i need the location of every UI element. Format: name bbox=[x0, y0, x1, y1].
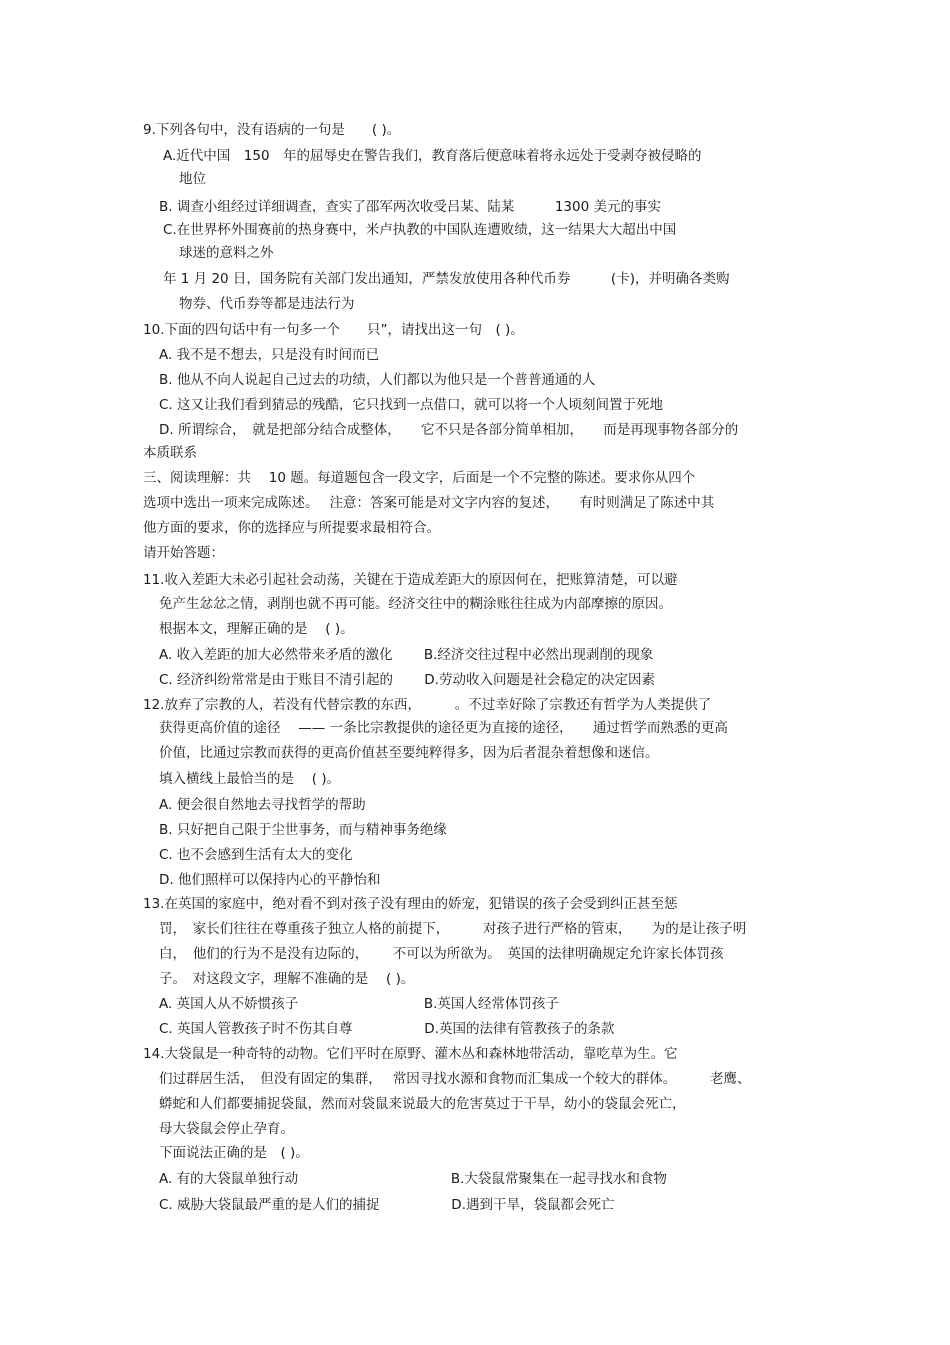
q12-option-d: D. 他们照样可以保持内心的平静怡和 bbox=[159, 872, 381, 888]
q10-option-b: B. 他从不向人说起自己过去的功绩，人们都以为他只是一个普普通通的人 bbox=[159, 372, 596, 388]
section-3-heading: 三、阅读理解：共 10 题。每道题包含一段文字，后面是一个不完整的陈述。要求你从四个 bbox=[143, 470, 696, 486]
q9-option-b: B. 调查小组经过详细调查，查实了邵军两次收受吕某、陆某 1300 美元的事实 bbox=[159, 199, 661, 215]
section-3-instructions-1: 选项中选出一项来完成陈述。 注意：答案可能是对文字内容的复述， 有时则满足了陈述中其 bbox=[143, 495, 715, 511]
question-11-prompt: 根据本文，理解正确的是 ( )。 bbox=[159, 621, 354, 637]
question-12-stem-cont-1: 获得更高价值的途径 —— 一条比宗教提供的途径更为直接的途径， 通过哲学而熟悉的更高 bbox=[159, 720, 728, 736]
question-12-stem: 12.放弃了宗教的人，若没有代替宗教的东西， 。不过幸好除了宗教还有哲学为人类提供了 bbox=[143, 697, 712, 713]
q9-option-d-cont: 物券、代币券等都是违法行为 bbox=[179, 296, 355, 312]
q9-option-a: A.近代中国 150 年的屈辱史在警告我们，教育落后便意味着将永远处于受剥夺被侵略的 bbox=[163, 148, 702, 164]
section-3-instructions-2: 他方面的要求，你的选择应与所提要求最相符合。 bbox=[143, 520, 440, 536]
question-12-prompt: 填入横线上最恰当的是 ( )。 bbox=[159, 771, 341, 787]
question-11-stem-cont: 免产生忿忿之情，剥削也就不再可能。经济交往中的糊涂账往往成为内部摩擦的原因。 bbox=[159, 596, 672, 612]
q12-option-c: C. 也不会感到生活有太大的变化 bbox=[159, 847, 353, 863]
question-13-stem: 13.在英国的家庭中，绝对看不到对孩子没有理由的娇宠，犯错误的孩子会受到纠正甚至惩 bbox=[143, 896, 678, 912]
q13-options-ab: A. 英国人从不娇惯孩子 B.英国人经常体罚孩子 bbox=[159, 996, 559, 1012]
q9-option-d: 年 1 月 20 日，国务院有关部门发出通知，严禁发放使用各种代币券 (卡)，并明确各类购 bbox=[163, 271, 730, 287]
q11-options-cd: C. 经济纠纷常常是由于账目不清引起的 D.劳动收入问题是社会稳定的决定因素 bbox=[159, 672, 655, 688]
question-14-stem-cont-1: 们过群居生活， 但没有固定的集群， 常因寻找水源和食物而汇集成一个较大的群体。 老鹰、 bbox=[159, 1071, 751, 1087]
question-14-stem: 14.大袋鼠是一种奇特的动物。它们平时在原野、灌木丛和森林地带活动，靠吃草为生。它 bbox=[143, 1046, 678, 1062]
q9-option-c-cont: 球迷的意料之外 bbox=[179, 245, 274, 261]
question-13-stem-cont-1: 罚， 家长们往往在尊重孩子独立人格的前提下， 对孩子进行严格的管束， 为的是让孩子明 bbox=[159, 921, 747, 937]
question-11-stem: 11.收入差距大未必引起社会动荡，关键在于造成差距大的原因何在，把账算清楚，可以避 bbox=[143, 572, 678, 588]
q9-option-a-cont: 地位 bbox=[179, 171, 206, 187]
q13-options-cd: C. 英国人管教孩子时不伤其自尊 D.英国的法律有管教孩子的条款 bbox=[159, 1021, 615, 1037]
q10-option-d-cont: 本质联系 bbox=[143, 445, 197, 461]
q11-options-ab: A. 收入差距的加大必然带来矛盾的激化 B.经济交往过程中必然出现剥削的现象 bbox=[159, 647, 654, 663]
q14-options-ab: A. 有的大袋鼠单独行动 B.大袋鼠常聚集在一起寻找水和食物 bbox=[159, 1171, 667, 1187]
q12-option-a: A. 便会很自然地去寻找哲学的帮助 bbox=[159, 797, 366, 813]
question-9-stem: 9.下列各句中，没有语病的一句是 ( )。 bbox=[143, 122, 401, 138]
question-12-stem-cont-2: 价值，比通过宗教而获得的更高价值甚至要纯粹得多，因为后者混杂着想像和迷信。 bbox=[159, 745, 659, 761]
q10-option-c: C. 这又让我们看到猜忌的残酷，它只找到一点借口，就可以将一个人顷刻间置于死地 bbox=[159, 397, 664, 413]
q10-option-d: D. 所谓综合， 就是把部分结合成整体， 它不只是各部分简单相加， 而是再现事物各部分的 bbox=[159, 422, 739, 438]
q10-option-a: A. 我不是不想去，只是没有时间而已 bbox=[159, 347, 380, 363]
question-13-prompt: 子。 对这段文字，理解不准确的是 ( )。 bbox=[159, 971, 415, 987]
start-prompt: 请开始答题： bbox=[143, 545, 224, 561]
question-10-stem: 10.下面的四句话中有一句多一个 只”，请找出这一句 ( )。 bbox=[143, 322, 524, 338]
question-14-stem-cont-3: 母大袋鼠会停止孕育。 bbox=[159, 1121, 294, 1137]
question-13-stem-cont-2: 白， 他们的行为不是没有边际的， 不可以为所欲为。 英国的法律明确规定允许家长体罚孩 bbox=[159, 946, 724, 962]
q14-options-cd: C. 威胁大袋鼠最严重的是人们的捕捉 D.遇到干旱，袋鼠都会死亡 bbox=[159, 1197, 615, 1213]
q9-option-c: C.在世界杯外围赛前的热身赛中，米卢执教的中国队连遭败绩，这一结果大大超出中国 bbox=[163, 222, 677, 238]
question-14-prompt: 下面说法正确的是 ( )。 bbox=[159, 1145, 309, 1161]
q12-option-b: B. 只好把自己限于尘世事务，而与精神事务绝缘 bbox=[159, 822, 447, 838]
question-14-stem-cont-2: 蟒蛇和人们都要捕捉袋鼠，然而对袋鼠来说最大的危害莫过于干旱，幼小的袋鼠会死亡， bbox=[159, 1096, 686, 1112]
